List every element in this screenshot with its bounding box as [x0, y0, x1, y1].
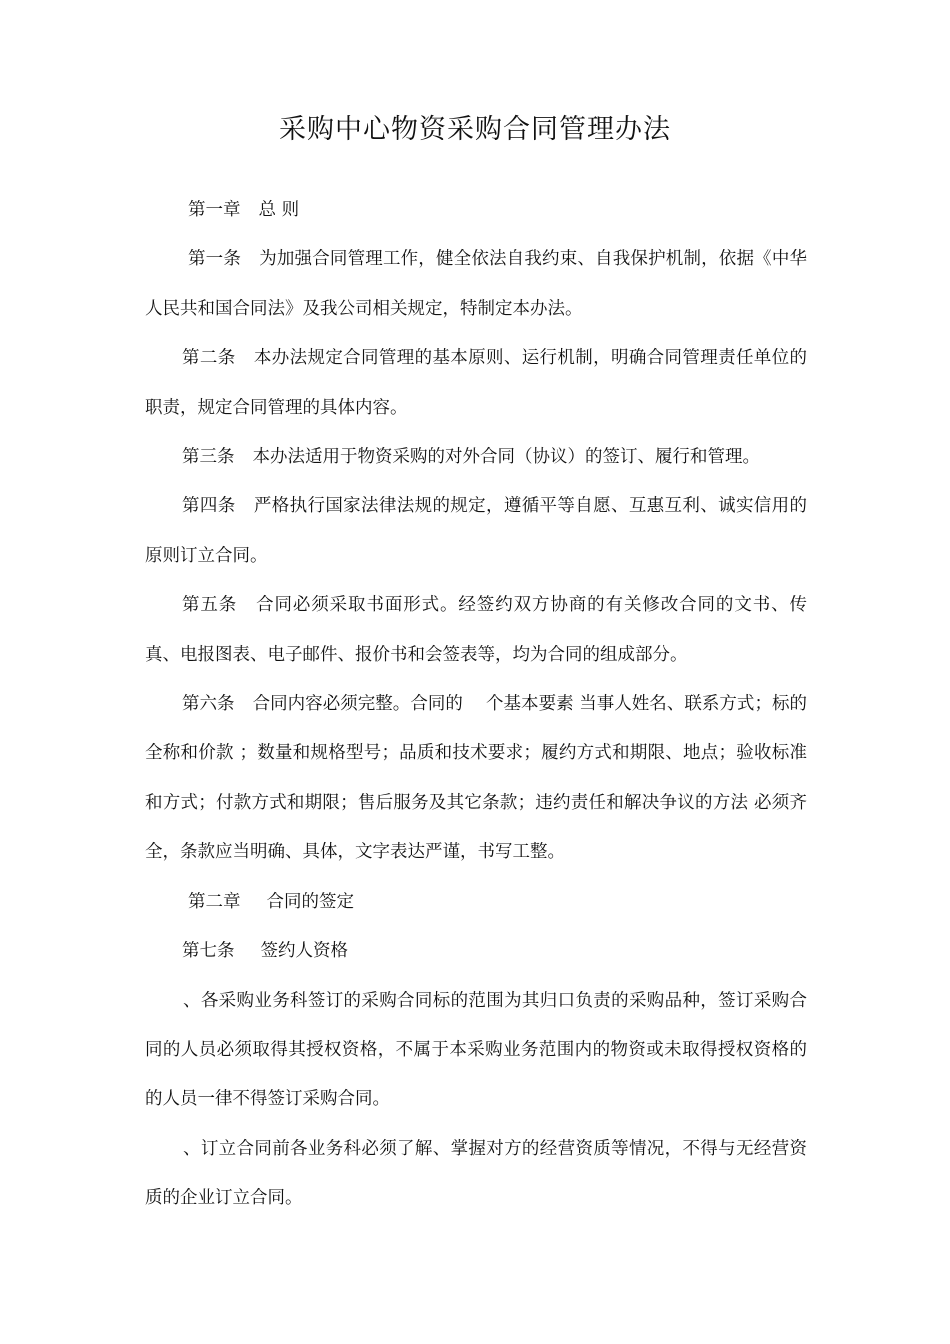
article-3 [145, 433, 807, 482]
article-1 [145, 235, 807, 334]
article-4 [145, 482, 807, 581]
item-text: 、订立合同前各业务科必须了解、掌握对方的经营资质等情况，不得与无经营资质的企业订立合同。 [145, 1138, 807, 1209]
chapter-name: 合同的签定 [266, 891, 354, 912]
chapter-heading-1 [145, 186, 807, 235]
article-label: 第四条 [182, 496, 236, 517]
article-7-item-1 [145, 977, 807, 1125]
article-text: 合同必须采取书面形式。经签约双方协商的有关修改合同的文书、传真、电报图表、电子邮件、报价书和会签表等，均为合同的组成部分。 [145, 595, 808, 665]
article-label: 第七条 [182, 941, 235, 962]
article-label: 第五条 [182, 595, 238, 616]
article-label: 第二条 [182, 348, 236, 369]
article-2 [145, 334, 807, 433]
chapter-name: 总 则 [258, 200, 300, 220]
document-title: 采购中心物资采购合同管理办法 [279, 114, 671, 145]
chapter-label: 第一章 [188, 200, 241, 220]
article-7-heading [145, 927, 807, 976]
item-text: 、各采购业务科签订的采购合同标的范围为其归口负责的采购品种，签订采购合同的人员必须取得其授权资格，不属于本采购业务范围内的物资或未取得授权资格的的人员一律不得签订采购合同。 [145, 990, 807, 1110]
chapter-label: 第二章 [188, 891, 241, 912]
article-7-item-2 [145, 1125, 807, 1224]
article-text: 合同内容必须完整。合同的 个基本要素 当事人姓名、联系方式；标的全称和价款 ；数量和规格型号；品质和技术要求；履约方式和期限、地点；验收标准和方式；付款方式和期限；售后服务及其它条款；违约责任和解决争议的方法 必须齐全，条款应当明确、具体，文字表达严谨，书写工整。 [145, 694, 808, 863]
chapter-heading-2 [145, 878, 807, 927]
article-text: 为加强合同管理工作，健全依法自我约束、自我保护机制，依据《中华人民共和国合同法》及我公司相关规定，特制定本办法。 [145, 249, 807, 319]
article-name: 签约人资格 [260, 941, 348, 962]
article-label: 第六条 [182, 694, 235, 715]
article-text: 本办法适用于物资采购的对外合同（协议）的签订、履行和管理。 [252, 447, 760, 468]
document-body [145, 186, 807, 1224]
article-text: 本办法规定合同管理的基本原则、运行机制，明确合同管理责任单位的职责，规定合同管理的具体内容。 [145, 348, 808, 418]
article-6 [145, 680, 807, 878]
article-text: 严格执行国家法律法规的规定，遵循平等自愿、互惠互利、诚实信用的原则订立合同。 [145, 496, 808, 566]
article-label: 第一条 [188, 249, 242, 270]
article-5 [145, 581, 807, 680]
article-label: 第三条 [182, 447, 235, 468]
